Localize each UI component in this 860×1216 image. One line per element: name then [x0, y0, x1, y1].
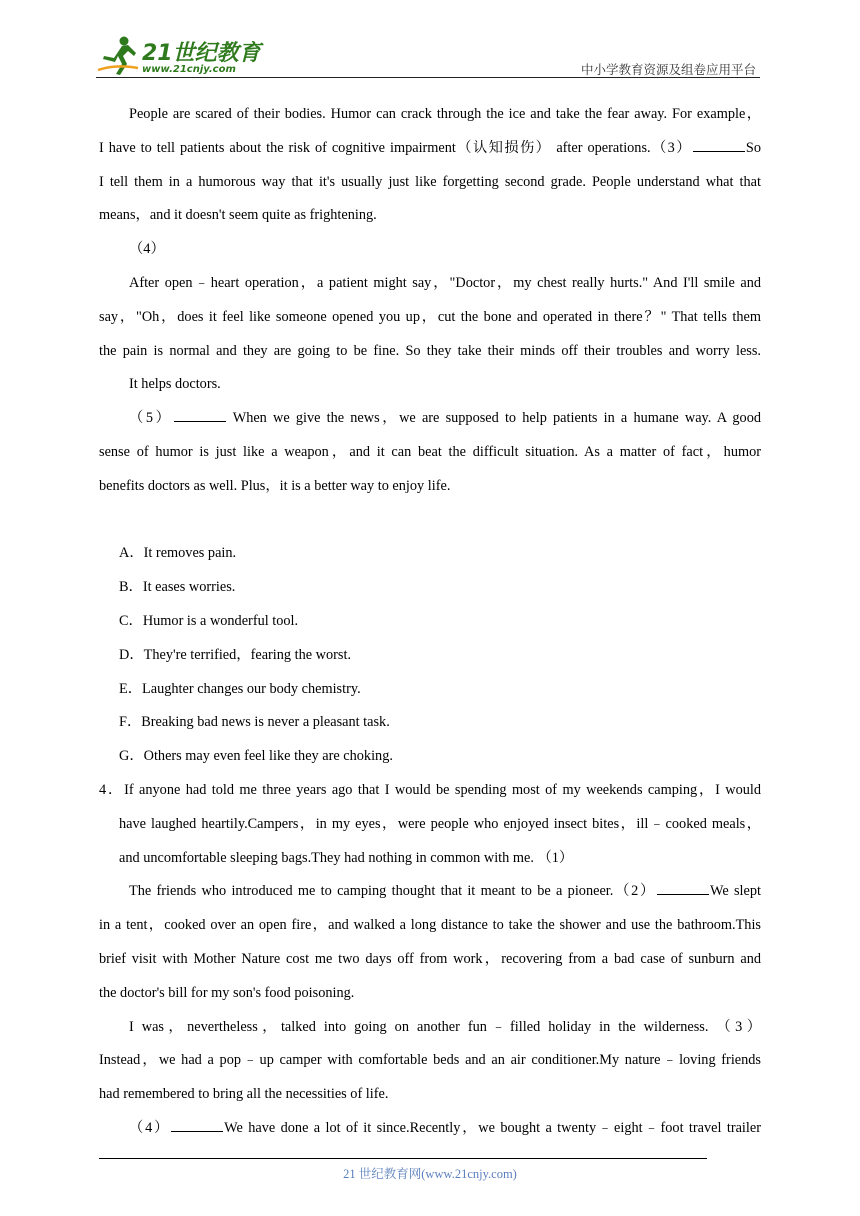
- option-item: E．Laughter changes our body chemistry.: [119, 680, 361, 697]
- question-line: （4） We have done a lot of it since.Recently，we bought a twenty﹣eight﹣foot travel trailer: [99, 1112, 761, 1146]
- question-line: had remembered to bring all the necessities of life.: [99, 1086, 389, 1103]
- passage-line: I tell them in a humorous way that it's usually just like forgetting second grade. People understand what that: [99, 173, 761, 190]
- question-line: 4．If anyone had told me three years ago that I would be spending most of my weekends camping，I would: [99, 781, 761, 798]
- option-item: C．Humor is a wonderful tool.: [119, 612, 299, 629]
- logo-title: 21世纪教育: [142, 41, 261, 66]
- question-line: I was，nevertheless，talked into going on another fun﹣filled holiday in the wilderness. （3）: [129, 1018, 761, 1035]
- footer-divider: [99, 1158, 707, 1159]
- passage-line: I have to tell patients about the risk of cognitive impairment（认知损伤） after operations.（3） So: [99, 132, 761, 166]
- question-line: have laughed heartily.Campers，in my eyes，were people who enjoyed insect bites，ill﹣cooked meals，: [119, 815, 761, 832]
- passage-line: the pain is normal and they are going to be fine. So they take their minds off their troubles and worry less.: [99, 342, 761, 359]
- passage-line: sense of humor is just like a weapon，and it can beat the difficult situation. As a matter of fact，humor: [99, 443, 761, 460]
- logo-url: www.21cnjy.com: [142, 64, 236, 75]
- header-divider: [96, 77, 760, 78]
- answer-blank[interactable]: [693, 137, 745, 152]
- question-line: in a tent，cooked over an open fire，and walked a long distance to take the shower and use the bathroom.This: [99, 917, 761, 934]
- answer-blank[interactable]: [171, 1117, 223, 1132]
- option-item: F．Breaking bad news is never a pleasant task.: [119, 714, 390, 731]
- passage-line: benefits doctors as well. Plus，it is a better way to enjoy life.: [99, 477, 451, 494]
- spacer: [99, 504, 761, 538]
- passage-line: After open﹣heart operation，a patient might say，"Doctor，my chest really hurts." And I'll smile and: [129, 274, 761, 291]
- document-body: [99, 98, 761, 1146]
- answer-blank[interactable]: [174, 407, 226, 422]
- option-item: B．It eases worries.: [119, 579, 236, 596]
- site-logo: [96, 34, 266, 78]
- question-line: and uncomfortable sleeping bags.They had nothing in common with me. （1）: [119, 849, 574, 866]
- passage-line: （4）: [129, 241, 165, 258]
- answer-blank[interactable]: [657, 880, 709, 895]
- header-tagline: 中小学教育资源及组卷应用平台: [580, 62, 756, 77]
- passage-line: say，"Oh，does it feel like someone opened you up，cut the bone and operated in there？" That tells them: [99, 308, 761, 325]
- option-item: A．It removes pain.: [119, 545, 237, 562]
- passage-line: means，and it doesn't seem quite as frightening.: [99, 207, 377, 224]
- question-line: The friends who introduced me to camping thought that it meant to be a pioneer.（2） We slept: [99, 875, 761, 909]
- option-item: D．They're terrified，fearing the worst.: [119, 646, 352, 663]
- question-line: Instead，we had a pop﹣up camper with comfortable beds and an air conditioner.My nature﹣loving friends: [99, 1052, 761, 1069]
- page-header: [0, 0, 860, 80]
- question-line: brief visit with Mother Nature cost me two days off from work，recovering from a bad case of sunburn and: [99, 950, 761, 967]
- passage-line: It helps doctors.: [129, 376, 221, 393]
- passage-line: People are scared of their bodies. Humor can crack through the ice and take the fear away. For example，: [129, 106, 761, 122]
- page-footer: 21 世纪教育网(www.21cnjy.com): [343, 1167, 517, 1181]
- option-item: G．Others may even feel like they are choking.: [119, 748, 393, 765]
- passage-line: （5） When we give the news，we are supposed to help patients in a humane way. A good: [99, 402, 761, 436]
- question-line: the doctor's bill for my son's food poisoning.: [99, 984, 355, 1001]
- runner-logo-icon: [96, 34, 140, 78]
